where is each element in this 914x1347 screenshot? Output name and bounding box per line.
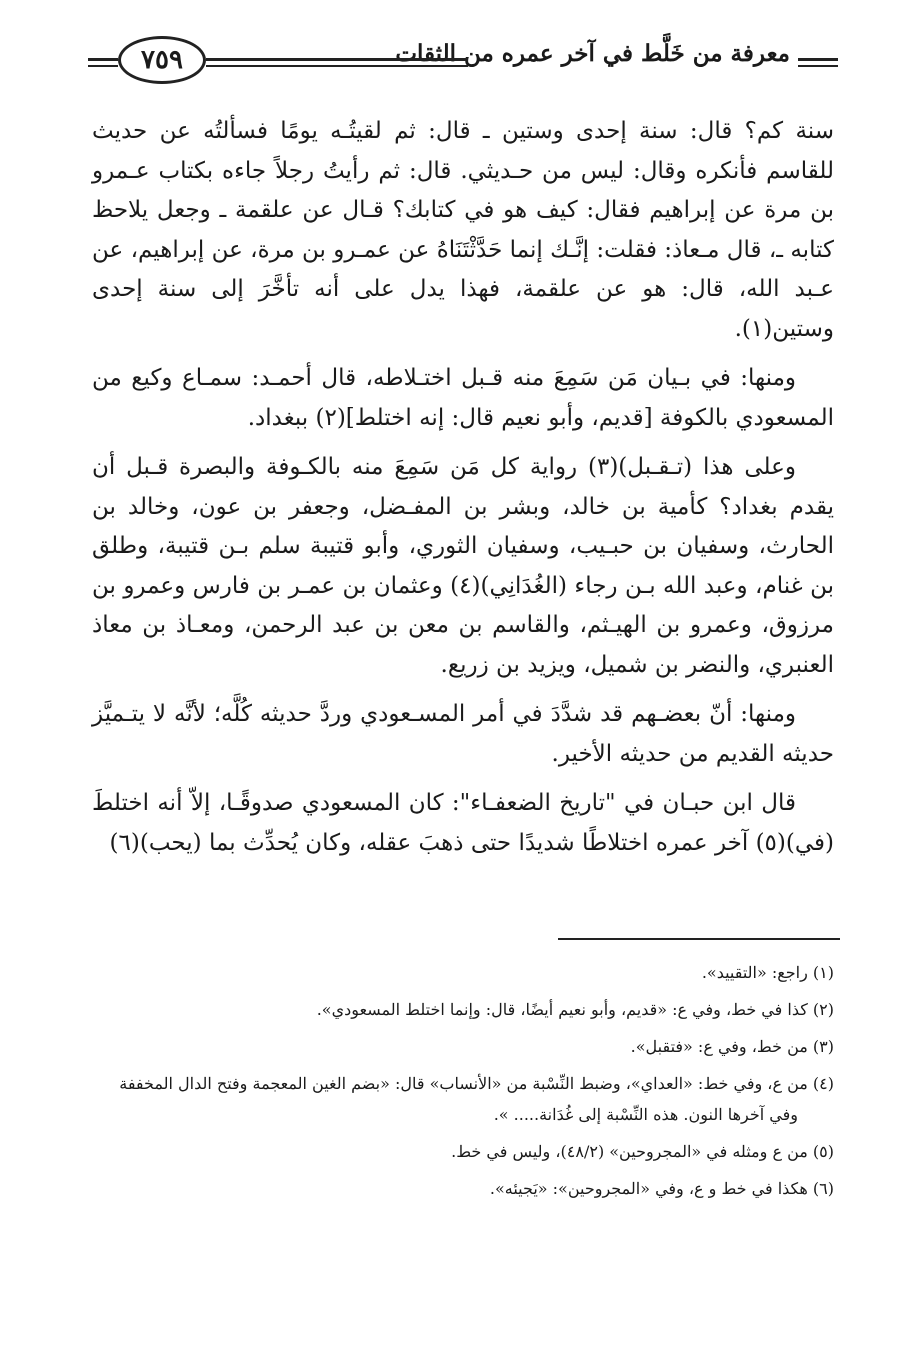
footnote-continuation: وفي آخرها النون. هذه النِّسْبة إلى غُدَانة..... ». bbox=[493, 1105, 798, 1124]
footnote-text: (٢) كذا في خط، وفي ع: «قديم، وأبو نعيم أيضًا، قال: وإنما اختلط المسعودي». bbox=[316, 1000, 834, 1019]
paragraph: ومنها: في بـيان مَن سَمِعَ منه قـبل اختـلاطه، قال أحمـد: سمـاع وكيع من المسعودي بالكوفة [قديم، وأبو نعيم قال: إنه اختلط](٢) ببغداد. bbox=[92, 365, 834, 431]
footnote-text: (٥) من ع ومثله في «المجروحين» (٤٨/٢)، وليس في خط. bbox=[451, 1142, 834, 1161]
footnote-text: (٣) من خط، وفي ع: «فتقبل». bbox=[630, 1037, 834, 1056]
footnote bbox=[92, 1073, 834, 1126]
header-rule bbox=[206, 58, 468, 67]
footnote bbox=[92, 1036, 834, 1058]
footnote bbox=[92, 1178, 834, 1200]
header-marker bbox=[798, 58, 838, 67]
footnote bbox=[92, 1141, 834, 1163]
main-text bbox=[92, 112, 834, 873]
page-number: ٧٥٩ bbox=[118, 36, 206, 84]
footnote-text: (٦) هكذا في خط و ع، وفي «المجروحين»: «يَجيئه». bbox=[489, 1179, 834, 1198]
footnote bbox=[92, 999, 834, 1021]
paragraph: سنة كم؟ قال: سنة إحدى وستين ـ قال: ثم لقيتُـه يومًا فسألتُه عن حديث للقاسم فأنكره وقال: ليس من حـديثي. قال: ثم رأيتُ رجلاً جاءه بكتاب عـمرو بن مرة عن إبراهيم فقال: كيف هو في كتابك؟ قـال عن علقمة ـ وجعل يلاحظ كتابه ـ، قال مـعاذ: فقلت: إنَّـك إنما حَدَّثْتَنَاهُ عن عمـرو بن مرة، عن إبراهيم، عن عـبد الله، قال: هو عن علقمة، فهذا يدل على أنه تأخَّرَ إلى سنة إحدى وستين(١). bbox=[92, 118, 834, 342]
footnote-text: (٤) من ع، وفي خط: «العداي»، وضبط النِّسْبة من «الأنساب» قال: «بضم الغين المعجمة وفتح الدال المخففة bbox=[119, 1074, 834, 1093]
paragraph: قال ابن حبـان في "تاريخ الضعفـاء": كان المسعودي صدوقًـا، إلاّ أنه اختلطَ (في)(٥) آخر عمره اختلاطًا شديدًا حتى ذهبَ عقله، وكان يُحدِّث بما (يحب)(٦) bbox=[92, 790, 834, 856]
footnote-separator bbox=[558, 938, 840, 940]
footnote-text: (١) راجع: «التقييد». bbox=[701, 963, 834, 982]
header-rule-left bbox=[88, 58, 118, 67]
running-title: معرفة من خَلَّط في آخر عمره من الثقات bbox=[395, 40, 790, 67]
paragraph: وعلى هذا (تـقـبل)(٣) رواية كل مَن سَمِعَ منه بالكـوفة والبصرة قـبل أن يقدم بغداد؟ كأمية بن خالد، وبشر بن المفـضل، وجعفر بن عون، وخالد بن الحارث، وسفيان بن حبـيب، وسفيان الثوري، وأبو قتيبة سلم بـن قتيبة، وطلق بن غنام، وعبد الله بـن رجاء (الغُدَانِي)(٤) وعثمان بن عمـر بن فارس وعمرو بن مرزوق، وعمرو بن الهيـثم، والقاسم بن معن بن عبد الرحمن، ومعـاذ بن معاذ العنبري، والنضر بن شميل، ويزيد بن زريع. bbox=[92, 454, 834, 678]
page-header bbox=[88, 28, 838, 94]
paragraph: ومنها: أنّ بعضـهم قد شدَّدَ في أمر المسـعودي وردَّ حديثه كُلَّه؛ لأنَّه لا يتـميَّز حديثه القديم من حديثه الأخير. bbox=[92, 701, 834, 767]
footnotes bbox=[92, 962, 834, 1215]
footnote bbox=[92, 962, 834, 984]
